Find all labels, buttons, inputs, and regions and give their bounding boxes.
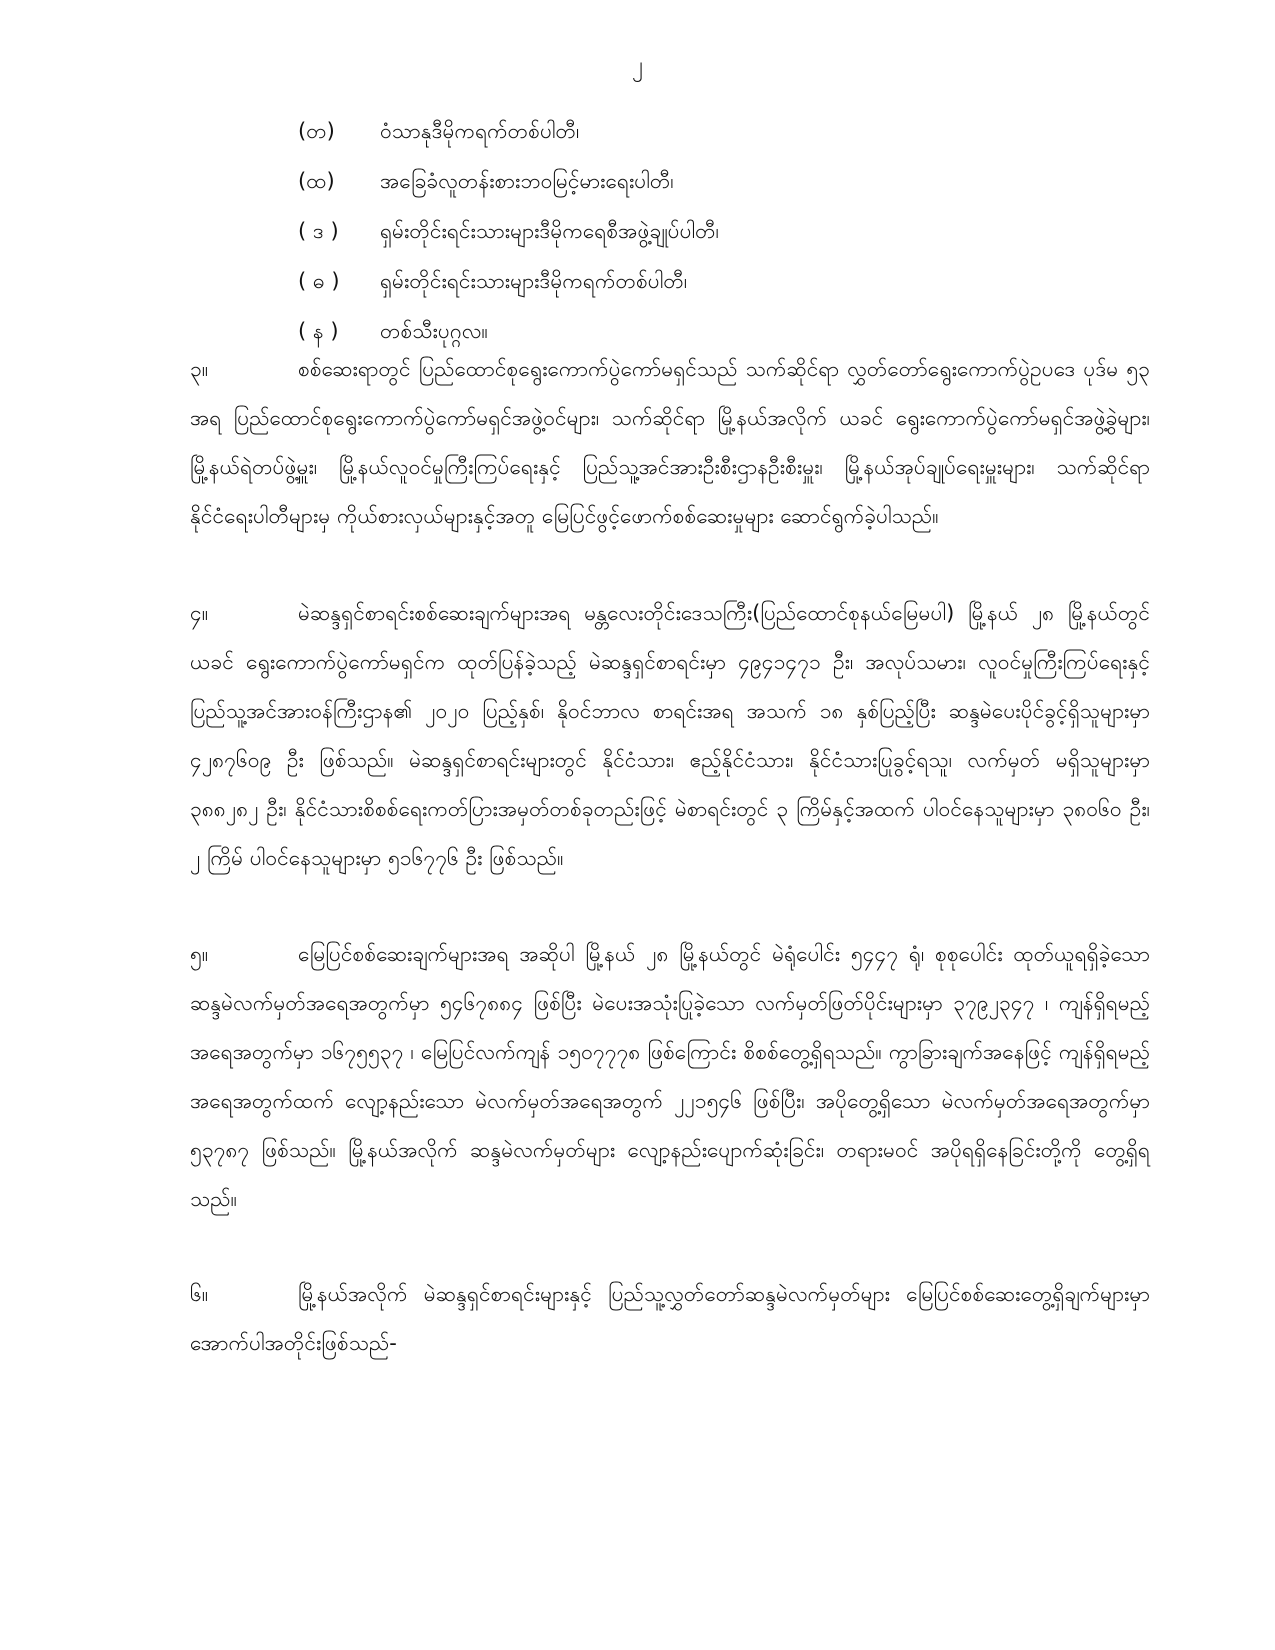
list-item-text: အခြေခံလူတန်းစားဘဝမြင့်မားရေးပါတီ၊ [380, 169, 674, 193]
paragraph-text: မြို့နယ်အလိုက် မဲဆန္ဒရှင်စာရင်းများနှင့် ပြည်သူ့လွှတ်တော်ဆန္ဒမဲလက်မှတ်များ မြေပြင်စစ်ဆေးတွေ့ရှိချက်များမှာ အောက်ပါအတိုင်းဖြစ်သည်- [190, 1282, 1150, 1355]
paragraph [190, 589, 1150, 883]
paragraph-number: ၆။ [190, 1282, 209, 1306]
list-item-text: ရှမ်းတိုင်းရင်းသားများဒီမိုကရက်တစ်ပါတီ၊ [380, 269, 688, 293]
party-list [298, 106, 1158, 356]
list-marker: (ထ) [298, 169, 335, 193]
paragraph-number: ၄။ [190, 601, 209, 625]
page-number: ၂ [632, 53, 643, 78]
paragraph-text: စစ်ဆေးရာတွင် ပြည်ထောင်စုရွေးကောက်ပွဲကော်မရှင်သည် သက်ဆိုင်ရာ လွှတ်တော်ရွေးကောက်ပွဲဥပဒေ ပုဒ်မ ၅၃ အရ ပြည်ထောင်စုရွေးကောက်ပွဲကော်မရှင်အဖွဲ့ဝင်များ၊ သက်ဆိုင်ရာ မြို့နယ်အလိုက် ယခင် ရွေးကောက်ပွဲကော်မရှင်အဖွဲ့ခွဲများ၊ မြို့နယ်ရဲတပ်ဖွဲ့မှူး၊ မြို့နယ်လူဝင်မှုကြီးကြပ်ရေးနှင့် ပြည်သူ့အင်အားဦးစီးဌာနဦးစီးမှူး၊ မြို့နယ်အုပ်ချုပ်ရေးမှူးများ၊ သက်ဆိုင်ရာနိုင်ငံရေးပါတီများမှ ကိုယ်စားလှယ်များနှင့်အတူ မြေပြင်ဖွင့်ဖောက်စစ်ဆေးမှုများ ဆောင်ရွက်ခဲ့ပါသည်။ [190, 357, 1150, 528]
list-item-text: ရှမ်းတိုင်းရင်းသားများဒီမိုကရေစီအဖွဲ့ချုပ်ပါတီ၊ [380, 219, 719, 243]
list-marker: ( ဓ ) [298, 269, 340, 293]
list-item [298, 106, 1158, 156]
list-item [298, 156, 1158, 206]
list-item [298, 206, 1158, 256]
paragraph-text: မဲဆန္ဒရှင်စာရင်းစစ်ဆေးချက်များအရ မန္တလေးတိုင်းဒေသကြီး(ပြည်ထောင်စုနယ်မြေမပါ) မြို့နယ် ၂၈ မြို့နယ်တွင် ယခင် ရွေးကောက်ပွဲကော်မရှင်က ထုတ်ပြန်ခဲ့သည့် မဲဆန္ဒရှင်စာရင်းမှာ ၄၉၄၁၄၇၁ ဦး၊ အလုပ်သမား၊ လူဝင်မှုကြီးကြပ်ရေးနှင့် ပြည်သူ့အင်အားဝန်ကြီးဌာန၏ ၂၀၂၀ ပြည့်နှစ်၊ နိုဝင်ဘာလ စာရင်းအရ အသက် ၁၈ နှစ်ပြည့်ပြီး ဆန္ဒမဲပေးပိုင်ခွင့်ရှိသူများမှာ ၄၂၈၇၆၀၉ ဦး ဖြစ်သည်။ မဲဆန္ဒရှင်စာရင်းများတွင် နိုင်ငံသား၊ ဧည့်နိုင်ငံသား၊ နိုင်ငံသားပြုခွင့်ရသူ၊ လက်မှတ် မရှိသူများမှာ ၃၈၈၂၈၂ ဦး၊ နိုင်ငံသားစိစစ်ရေးကတ်ပြားအမှတ်တစ်ခုတည်းဖြင့် မဲစာရင်းတွင် ၃ ကြိမ်နှင့်အထက် ပါဝင်နေသူများမှာ ၃၈၀၆၀ ဦး၊ ၂ ကြိမ် ပါဝင်နေသူများမှာ ၅၁၆၇၇၆ ဦး ဖြစ်သည်။ [190, 601, 1150, 870]
paragraph [190, 345, 1150, 541]
paragraph-text: မြေပြင်စစ်ဆေးချက်များအရ အဆိုပါ မြို့နယ် ၂၈ မြို့နယ်တွင် မဲရုံပေါင်း ၅၄၄၇ ရုံ၊ စုစုပေါင်း ထုတ်ယူရရှိခဲ့သော ဆန္ဒမဲလက်မှတ်အရေအတွက်မှာ ၅၄၆၇၈၈၄ ဖြစ်ပြီး မဲပေးအသုံးပြုခဲ့သော လက်မှတ်ဖြတ်ပိုင်းများမှာ ၃၇၉၂၃၄၇ ၊ ကျန်ရှိရမည့်အရေအတွက်မှာ ၁၆၇၅၅၃၇ ၊ မြေပြင်လက်ကျန် ၁၅၀၇၇၇၈ ဖြစ်ကြောင်း စိစစ်တွေ့ရှိရသည်။ ကွာခြားချက်အနေဖြင့် ကျန်ရှိရမည့်အရေအတွက်ထက် လျော့နည်းသော မဲလက်မှတ်အရေအတွက် ၂၂၁၅၄၆ ဖြစ်ပြီး၊ အပိုတွေ့ရှိသော မဲလက်မှတ်အရေအတွက်မှာ ၅၃၇၈၇ ဖြစ်သည်။ မြို့နယ်အလိုက် ဆန္ဒမဲလက်မှတ်များ လျော့နည်းပျောက်ဆုံးခြင်း၊ တရားမဝင် အပိုရရှိနေခြင်းတို့ကို တွေ့ရှိရသည်။ [190, 942, 1150, 1211]
list-item-text: ဝံသာနုဒီမိုကရက်တစ်ပါတီ၊ [380, 119, 580, 143]
paragraph-number: ၅။ [190, 942, 209, 966]
list-marker: (တ) [298, 119, 335, 143]
list-item-text: တစ်သီးပုဂ္ဂလ။ [380, 319, 488, 343]
list-marker: ( ဒ ) [298, 219, 339, 243]
paragraph-number: ၃။ [190, 357, 209, 381]
list-item [298, 256, 1158, 306]
paragraph [190, 930, 1150, 1224]
list-marker: ( န ) [298, 319, 339, 343]
paragraph [190, 1270, 1150, 1368]
